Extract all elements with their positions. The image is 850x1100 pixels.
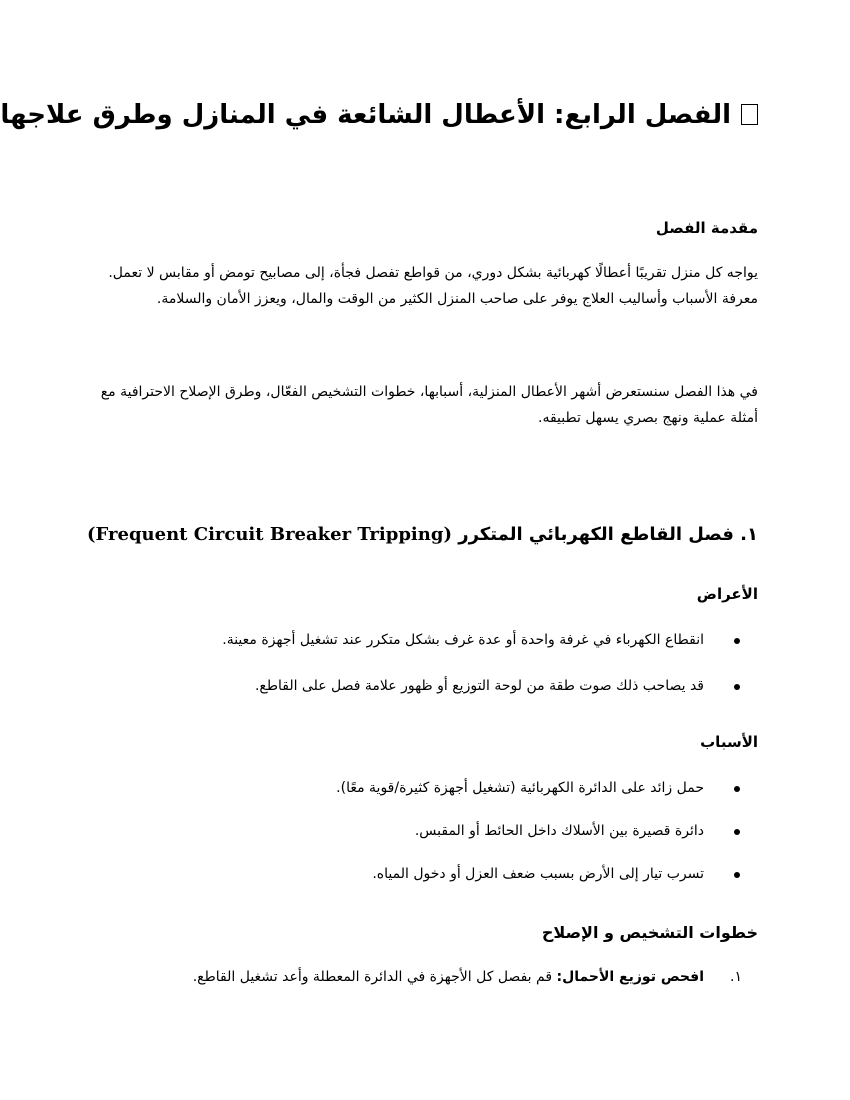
causes-heading: الأسباب	[700, 733, 758, 751]
section-1-number: ١.	[740, 524, 758, 545]
symptoms-list	[92, 629, 758, 697]
step-text: قم بفصل كل الأجهزة في الدائرة المعطلة وأعد تشغيل القاطع.	[192, 969, 553, 985]
missing-glyph-box-icon	[741, 104, 758, 125]
section-1-title-en: (Frequent Circuit Breaker Tripping)	[87, 524, 452, 545]
list-item: انقطاع الكهرباء في غرفة واحدة أو عدة غرف بشكل متكرر عند تشغيل أجهزة معينة.	[92, 629, 758, 651]
intro-paragraph-1: يواجه كل منزل تقريبًا أعطالًا كهربائية بشكل دوري، من قواطع تفصل فجأة، إلى مصابيح تومض أو مقابس لا تعمل. معرفة الأسباب وأساليب العلاج يوفر على صاحب المنزل الكثير من الوقت والمال، ويعزز الأمان والسلامة.	[108, 265, 758, 307]
chapter-title-text: الفصل الرابع: الأعطال الشائعة في المنازل وطرق علاجها	[0, 100, 731, 130]
intro-paragraph-2: في هذا الفصل سنستعرض أشهر الأعطال المنزلية، أسبابها، خطوات التشخيص الفعّال، وطرق الإصلاح الاحترافية مع أمثلة عملية ونهج بصري يسهل تطبيقه.	[100, 384, 758, 426]
list-item: تسرب تيار إلى الأرض بسبب ضعف العزل أو دخول المياه.	[92, 863, 758, 885]
steps-heading: خطوات التشخيص و الإصلاح	[541, 923, 758, 942]
steps-list	[92, 966, 758, 988]
intro-heading: مقدمة الفصل	[655, 219, 758, 237]
step-label: افحص توزيع الأحمال:	[556, 969, 704, 985]
symptoms-heading: الأعراض	[696, 585, 758, 603]
section-1-heading	[87, 524, 758, 545]
chapter-title	[0, 100, 758, 131]
section-1-title-ar: فصل القاطع الكهربائي المتكرر	[458, 524, 734, 545]
list-item: دائرة قصيرة بين الأسلاك داخل الحائط أو المقبس.	[92, 820, 758, 842]
list-item: حمل زائد على الدائرة الكهربائية (تشغيل أجهزة كثيرة/قوية معًا).	[92, 777, 758, 799]
step-number: ١.	[730, 969, 742, 985]
list-item	[92, 966, 758, 988]
list-item: قد يصاحب ذلك صوت طقة من لوحة التوزيع أو ظهور علامة فصل على القاطع.	[92, 675, 758, 697]
causes-list	[92, 777, 758, 885]
